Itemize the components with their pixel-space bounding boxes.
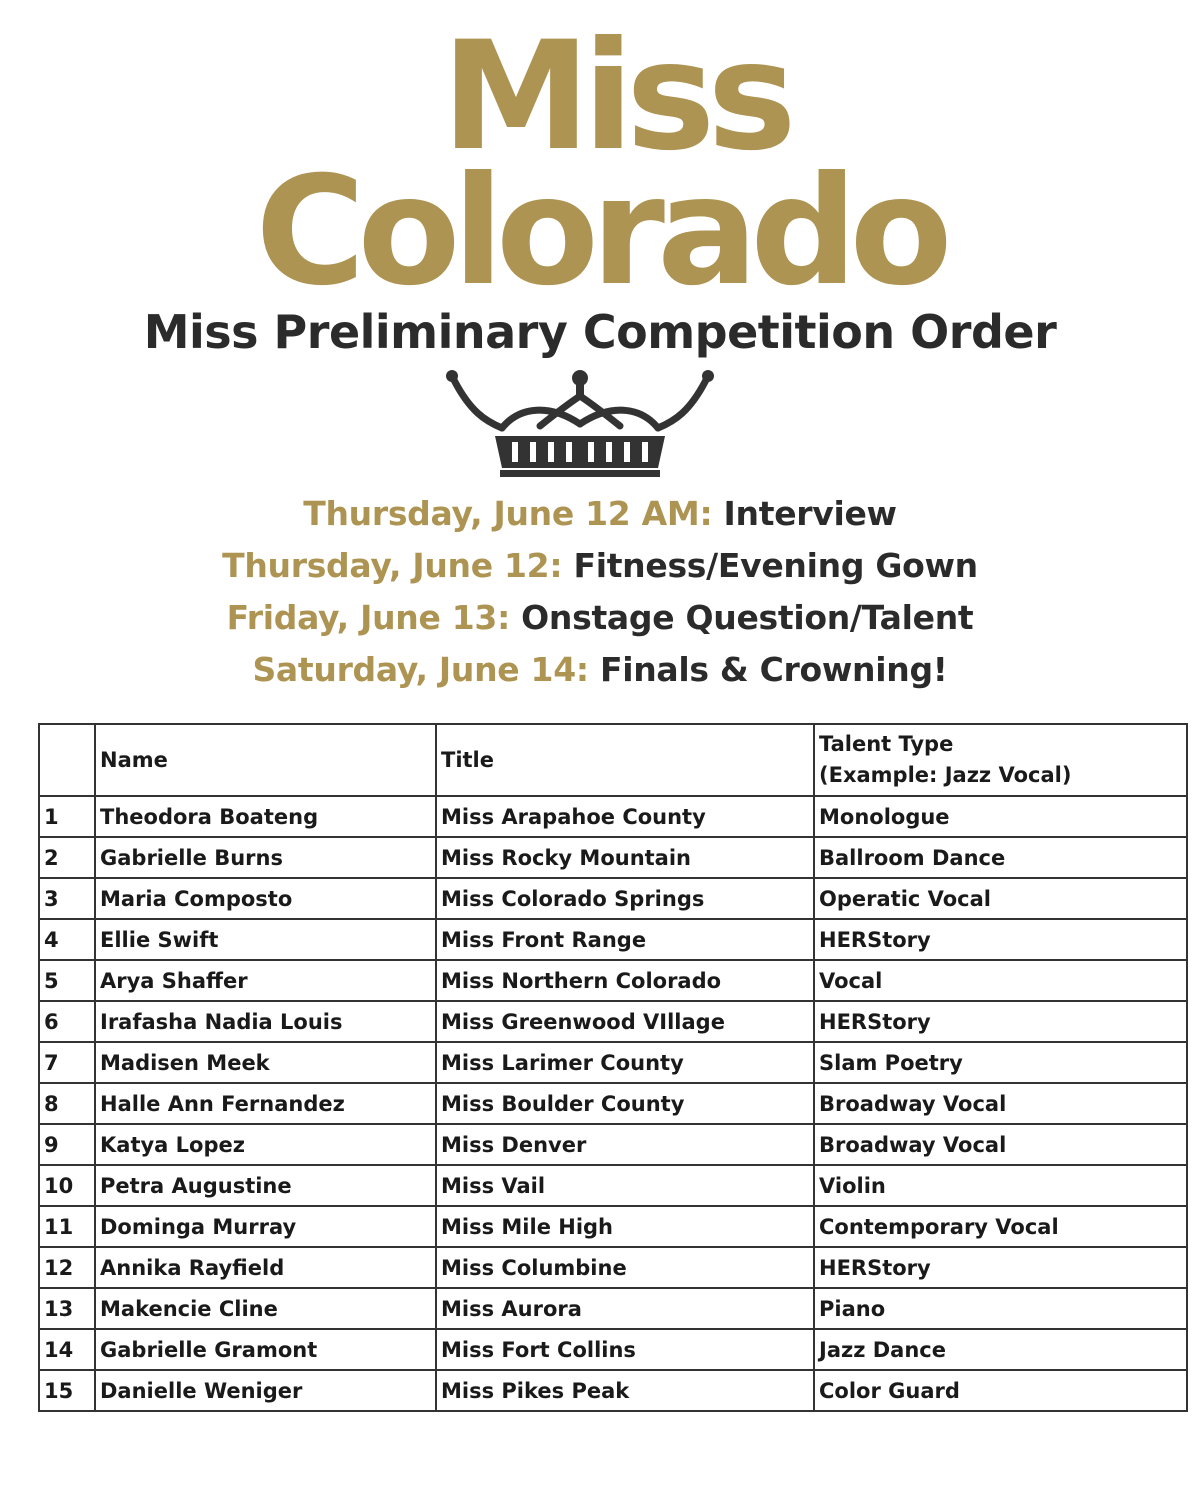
schedule-item [0,592,1200,644]
cell-title: Miss Vail [436,1165,814,1206]
cell-name: Gabrielle Burns [95,837,436,878]
cell-name: Dominga Murray [95,1206,436,1247]
header-talent-line2: (Example: Jazz Vocal) [819,763,1072,787]
table-row [39,1001,1187,1042]
schedule-event: Onstage Question/Talent [521,598,974,637]
cell-number: 2 [39,837,95,878]
schedule [0,488,1200,696]
cell-talent: Broadway Vocal [814,1124,1187,1165]
cell-title: Miss Greenwood VIllage [436,1001,814,1042]
cell-talent: Operatic Vocal [814,878,1187,919]
cell-talent: Monologue [814,796,1187,837]
schedule-date: Thursday, June 12 AM: [303,494,713,533]
header-number [39,724,95,796]
cell-number: 10 [39,1165,95,1206]
cell-talent: HERStory [814,1001,1187,1042]
cell-number: 6 [39,1001,95,1042]
schedule-date: Saturday, June 14: [252,650,589,689]
cell-talent: Broadway Vocal [814,1083,1187,1124]
miss-colorado-logo [0,10,1200,319]
cell-name: Ellie Swift [95,919,436,960]
cell-title: Miss Aurora [436,1288,814,1329]
cell-name: Gabrielle Gramont [95,1329,436,1370]
cell-number: 14 [39,1329,95,1370]
cell-name: Madisen Meek [95,1042,436,1083]
table-row [39,960,1187,1001]
cell-number: 4 [39,919,95,960]
cell-number: 8 [39,1083,95,1124]
cell-name: Theodora Boateng [95,796,436,837]
cell-title: Miss Mile High [436,1206,814,1247]
schedule-date: Friday, June 13: [226,598,510,637]
table-row [39,1124,1187,1165]
cell-name: Maria Composto [95,878,436,919]
cell-talent: Color Guard [814,1370,1187,1411]
header-talent [814,724,1187,796]
crown-icon [440,366,720,481]
table-row [39,1083,1187,1124]
cell-name: Irafasha Nadia Louis [95,1001,436,1042]
cell-talent: Piano [814,1288,1187,1329]
cell-talent: Contemporary Vocal [814,1206,1187,1247]
cell-number: 5 [39,960,95,1001]
cell-name: Halle Ann Fernandez [95,1083,436,1124]
page-title: Miss Preliminary Competition Order [143,305,1057,359]
cell-talent: HERStory [814,1247,1187,1288]
table-row [39,878,1187,919]
schedule-date: Thursday, June 12: [222,546,563,585]
schedule-event: Fitness/Evening Gown [573,546,978,585]
header-name: Name [95,724,436,796]
cell-talent: Jazz Dance [814,1329,1187,1370]
cell-title: Miss Denver [436,1124,814,1165]
cell-name: Katya Lopez [95,1124,436,1165]
cell-number: 7 [39,1042,95,1083]
table-row [39,1042,1187,1083]
schedule-item [0,488,1200,540]
cell-title: Miss Columbine [436,1247,814,1288]
cell-name: Petra Augustine [95,1165,436,1206]
table-row [39,1165,1187,1206]
cell-talent: Ballroom Dance [814,837,1187,878]
cell-title: Miss Colorado Springs [436,878,814,919]
logo-line-colorado: Colorado [255,145,945,319]
table-row [39,919,1187,960]
cell-title: Miss Fort Collins [436,1329,814,1370]
schedule-item [0,540,1200,592]
cell-talent: Violin [814,1165,1187,1206]
table-row [39,837,1187,878]
table-row [39,1247,1187,1288]
cell-talent: Slam Poetry [814,1042,1187,1083]
cell-number: 12 [39,1247,95,1288]
competition-order-table [38,723,1188,1412]
schedule-event: Finals & Crowning! [599,650,948,689]
logo-line-miss: Miss [441,10,789,184]
cell-name: Arya Shaffer [95,960,436,1001]
table-row [39,1329,1187,1370]
cell-title: Miss Pikes Peak [436,1370,814,1411]
schedule-event: Interview [723,494,897,533]
header-talent-line1: Talent Type [819,732,954,756]
table-row [39,1206,1187,1247]
cell-name: Makencie Cline [95,1288,436,1329]
cell-number: 15 [39,1370,95,1411]
header-title: Title [436,724,814,796]
cell-number: 11 [39,1206,95,1247]
cell-title: Miss Front Range [436,919,814,960]
cell-number: 3 [39,878,95,919]
cell-name: Danielle Weniger [95,1370,436,1411]
cell-talent: Vocal [814,960,1187,1001]
cell-title: Miss Larimer County [436,1042,814,1083]
cell-number: 9 [39,1124,95,1165]
table-row [39,1370,1187,1411]
cell-name: Annika Rayfield [95,1247,436,1288]
cell-title: Miss Boulder County [436,1083,814,1124]
cell-title: Miss Northern Colorado [436,960,814,1001]
cell-title: Miss Arapahoe County [436,796,814,837]
table-row [39,1288,1187,1329]
table-header-row [39,724,1187,796]
schedule-item [0,644,1200,696]
cell-number: 13 [39,1288,95,1329]
cell-number: 1 [39,796,95,837]
cell-talent: HERStory [814,919,1187,960]
table-row [39,796,1187,837]
cell-title: Miss Rocky Mountain [436,837,814,878]
